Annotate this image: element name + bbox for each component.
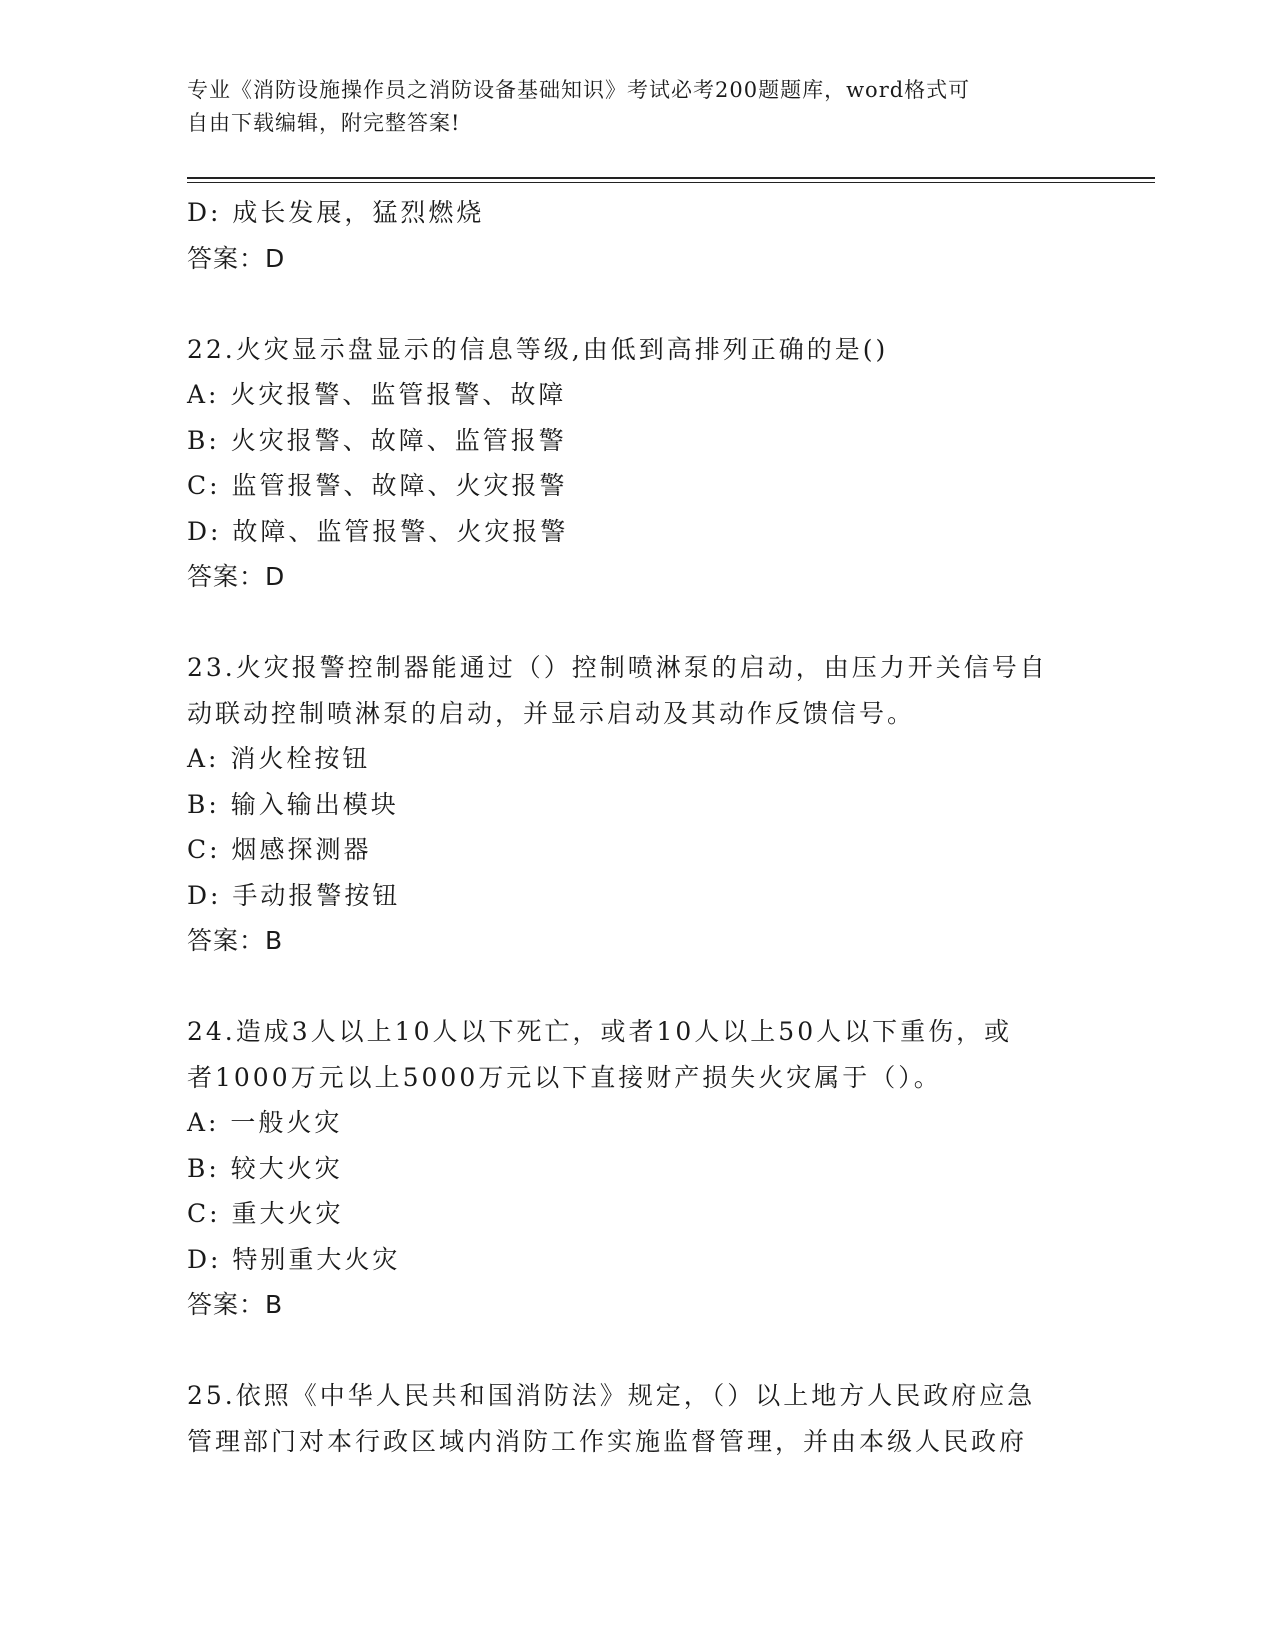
spacer <box>187 600 1087 646</box>
question-24 <box>187 1009 1087 1328</box>
option-b: B: 火灾报警、故障、监管报警 <box>187 425 567 455</box>
spacer <box>187 1328 1087 1374</box>
answer-line: 答案：D <box>187 562 286 591</box>
option-c: C: 监管报警、故障、火灾报警 <box>187 471 568 500</box>
option-d: D: 手动报警按钮 <box>187 880 401 910</box>
question-stem-line-2: 管理部门对本行政区域内消防工作实施监督管理，并由本级人民政府 <box>187 1426 1028 1456</box>
question-list <box>187 190 1087 1464</box>
question-stem-line-1: 23.火灾报警控制器能通过（）控制喷淋泵的启动，由压力开关信号自 <box>187 653 1048 682</box>
spacer <box>187 281 1087 327</box>
option-a: A: 火灾报警、监管报警、故障 <box>187 380 567 409</box>
option-d: D: 故障、监管报警、火灾报警 <box>187 516 569 546</box>
option-b: B: 较大火灾 <box>187 1153 343 1183</box>
question-stem-line-2: 动联动控制喷淋泵的启动，并显示启动及其动作反馈信号。 <box>187 698 916 728</box>
spacer <box>187 964 1087 1010</box>
question-stem-line-1: 24.造成3人以上10人以下死亡，或者10人以上50人以下重伤，或 <box>187 1017 1013 1046</box>
question-25 <box>187 1373 1087 1464</box>
question-stem-line-2: 者1000万元以上5000万元以下直接财产损失火灾属于（）。 <box>187 1062 942 1092</box>
question-21-tail <box>187 190 1087 281</box>
question-stem: 22.火灾显示盘显示的信息等级,由低到高排列正确的是() <box>187 334 889 364</box>
document-header <box>187 74 1087 140</box>
question-22 <box>187 327 1087 600</box>
option-a: A: 消火栓按钮 <box>187 744 371 773</box>
option-d: D: 特别重大火灾 <box>187 1244 401 1274</box>
header-divider <box>187 177 1155 183</box>
header-title-line-2: 自由下载编辑，附完整答案! <box>187 111 461 135</box>
option-a: A: 一般火灾 <box>187 1108 343 1137</box>
question-stem-line-1: 25.依照《中华人民共和国消防法》规定，（）以上地方人民政府应急 <box>187 1381 1036 1410</box>
option-b: B: 输入输出模块 <box>187 789 399 819</box>
option-c: C: 烟感探测器 <box>187 835 372 864</box>
header-title-line-1: 专业《消防设施操作员之消防设备基础知识》考试必考200题题库，word格式可 <box>187 78 971 102</box>
answer-line: 答案：B <box>187 926 284 955</box>
answer-line: 答案：B <box>187 1290 284 1319</box>
answer-line: 答案：D <box>187 243 286 273</box>
option-d: D: 成长发展，猛烈燃烧 <box>187 198 485 227</box>
option-c: C: 重大火灾 <box>187 1199 344 1228</box>
question-23 <box>187 645 1087 964</box>
